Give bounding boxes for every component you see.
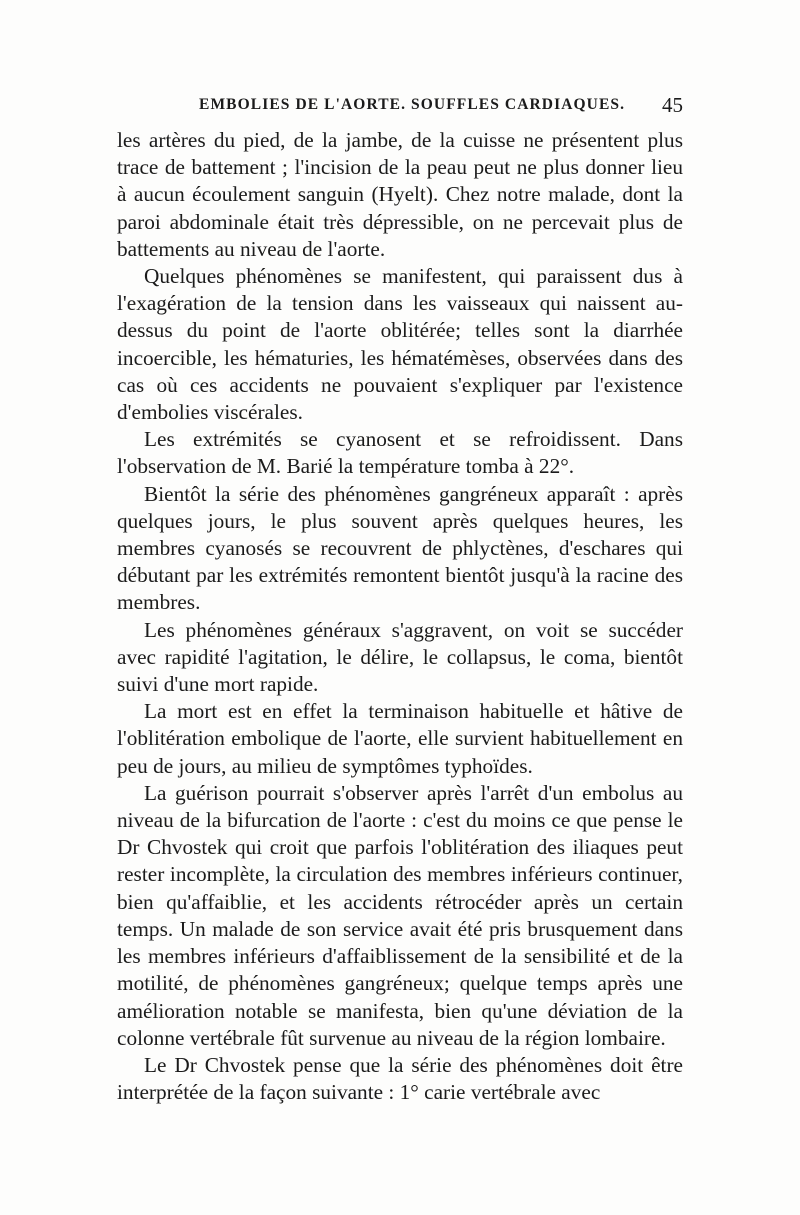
running-head	[117, 93, 683, 120]
paragraph: Bientôt la série des phénomènes gangréneux apparaît : après quelques jours, le plus souvent après quelques heures, les membres cyanosés se recouvrent de phlyctènes, d'eschares qui débutant par les extrémités remontent bientôt jusqu'à la racine des membres.	[117, 481, 683, 615]
page-number: 45	[662, 93, 683, 117]
paragraph: La guérison pourrait s'observer après l'arrêt d'un embolus au niveau de la bifurcation de l'aorte : c'est du moins ce que pense le Dr Chvostek qui croit que parfois l'oblitération des iliaques peut rester incomplète, la circulation des membres inférieurs continuer, bien qu'affaiblie, et les accidents rétrocéder après un certain temps. Un malade de son service avait été pris brusquement dans les membres inférieurs d'affaiblissement de la sensibilité et de la motilité, de phénomènes gangréneux; quelque temps après une amélioration notable se manifesta, bien qu'une déviation de la colonne vertébrale fût survenue au niveau de la région lombaire.	[117, 780, 683, 1050]
paragraph: Les extrémités se cyanosent et se refroidissent. Dans l'observation de M. Barié la température tomba à 22°.	[117, 427, 683, 479]
paragraph-continued: les artères du pied, de la jambe, de la cuisse ne présentent plus trace de battement ; l'incision de la peau peut ne plus donner lieu à aucun écoulement sanguin (Hyelt). Chez notre malade, dont la paroi abdominale était très dépressible, on ne percevait plus de battements au niveau de l'aorte.	[117, 128, 683, 261]
paragraph: Quelques phénomènes se manifestent, qui paraissent dus à l'exagération de la tension dans les vaisseaux qui naissent au-dessus du point de l'aorte oblitérée; telles sont la diarrhée incoercible, les hématuries, les hématémèses, observées dans des cas où ces accidents ne pouvaient s'expliquer par l'existence d'embolies viscérales.	[117, 264, 683, 425]
paragraph: Le Dr Chvostek pense que la série des phénomènes doit être interprétée de la façon suivante : 1° carie vertébrale avec	[117, 1052, 683, 1105]
paragraph: La mort est en effet la terminaison habituelle et hâtive de l'oblitération embolique de l'aorte, elle survient habituellement en peu de jours, au milieu de symptômes typhoïdes.	[117, 699, 683, 778]
running-title: EMBOLIES DE L'AORTE. SOUFFLES CARDIAQUES.	[199, 96, 626, 113]
paragraph: Les phénomènes généraux s'aggravent, on voit se succéder avec rapidité l'agitation, le délire, le collapsus, le coma, bientôt suivi d'une mort rapide.	[117, 617, 683, 697]
body-text	[117, 127, 683, 1106]
